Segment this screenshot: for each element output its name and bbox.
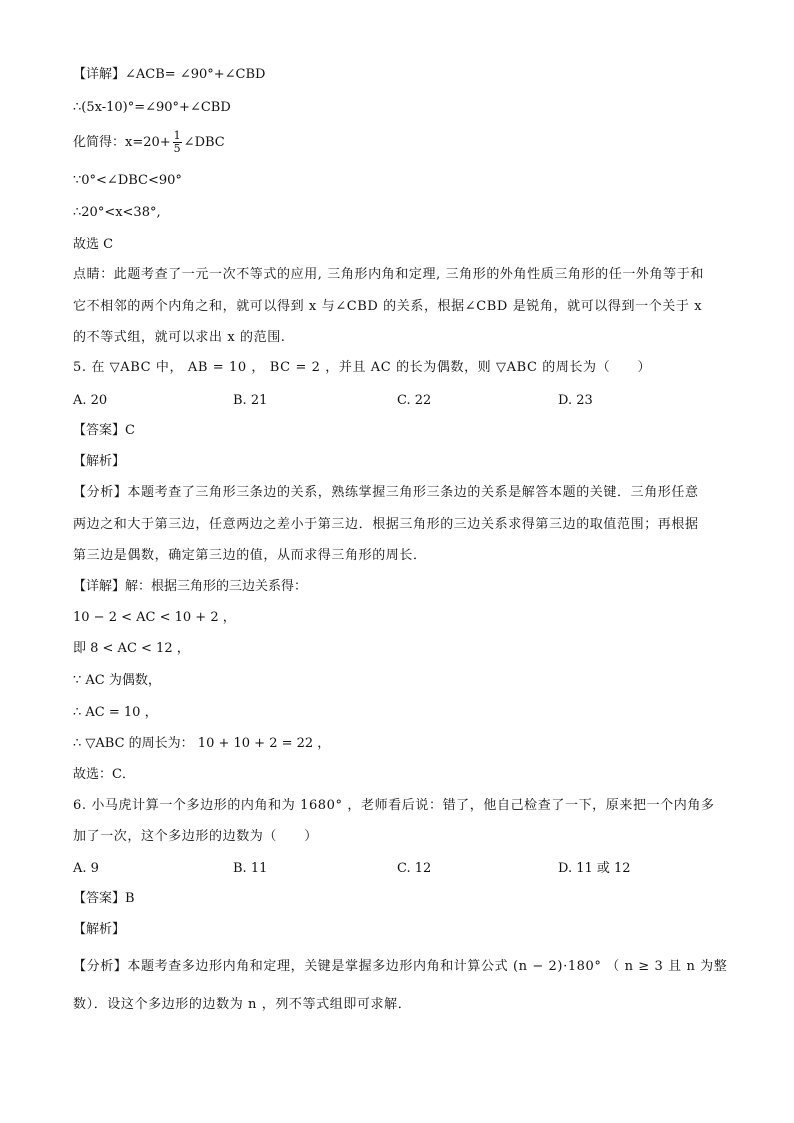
fenxi-tag: 【分析】: [73, 959, 128, 974]
answer-tag: 【答案】: [73, 423, 126, 438]
fenxi-text: 本题考查多边形内角和定理，关键是掌握多边形内角和计算公式 (n − 2)·180° （ n ≥ 3 且 n 为整: [127, 959, 728, 974]
fraction: [173, 130, 182, 155]
q4-range-line: ∴20°<x<38°,: [73, 205, 161, 220]
fraction-denominator: 5: [173, 142, 181, 155]
answer-tag: 【答案】: [73, 891, 126, 906]
q6-answer-line: [73, 890, 135, 908]
q5-step-6: 故选：C．: [73, 767, 135, 782]
q4-detail-line: [73, 66, 265, 84]
q6-option-c: C. 12: [397, 861, 432, 876]
detail-text: 解：根据三角形的三边关系得：: [125, 579, 308, 594]
q5-fenxi-line-1: [73, 484, 699, 502]
q5-step-5: ∴ ▽ABC 的周长为： 10 + 10 + 2 = 22 ，: [73, 736, 331, 751]
answer-value: C: [125, 423, 135, 438]
q4-condition-line: ∵0°<∠DBC<90°: [73, 173, 182, 188]
q4-step-line: ∴(5x-10)°=∠90°+∠CBD: [73, 100, 231, 115]
q6-option-a: A. 9: [73, 861, 99, 876]
simplify-suffix: ∠DBC: [183, 135, 225, 150]
q5-option-c: C. 22: [397, 393, 432, 408]
fenxi-text: 本题考查了三角形三条边的关系，熟练掌握三角形三条边的关系是解答本题的关键．三角形任意: [127, 485, 699, 500]
q5-stem: 5. 在 ▽ABC 中， AB = 10 ， BC = 2 ，并且 AC 的长为偶数，则 ▽ABC 的周长为（ ）: [73, 360, 652, 375]
q6-option-d: D. 11 或 12: [558, 861, 631, 876]
q5-step-2: 即 8 < AC < 12 ，: [73, 641, 190, 656]
q5-step-4: ∴ AC = 10 ，: [73, 705, 158, 720]
q5-step-3: ∵ AC 为偶数，: [73, 673, 161, 688]
q4-note-line-1: 点睛：此题考查了一元一次不等式的应用, 三角形内角和定理, 三角形的外角性质三角形的任一外角等于和: [73, 267, 704, 282]
q6-stem-line-1: 6. 小马虎计算一个多边形的内角和为 1680° ，老师看后说：错了，他自己检查了一下，原来把一个内角多: [73, 798, 715, 813]
q4-choice-line: 故选 C: [73, 237, 114, 252]
answer-value: B: [125, 891, 135, 906]
q5-answer-line: [73, 422, 135, 440]
q6-fenxi-line-1: [73, 958, 727, 976]
q6-analysis-tag: 【解析】: [73, 922, 126, 937]
detail-tag: 【详解】: [73, 67, 126, 82]
q6-stem-line-2: 加了一次，这个多边形的边数为（ ）: [73, 829, 318, 844]
q5-analysis-tag: 【解析】: [73, 454, 126, 469]
q5-fenxi-line-3: 第三边是偶数，确定第三边的值，从而求得三角形的周长．: [73, 548, 427, 563]
fenxi-tag: 【分析】: [73, 485, 128, 500]
detail-text: ∠ACB= ∠90°+∠CBD: [125, 67, 266, 82]
q4-note-line-3: 的不等式组，就可以求出 x 的范围.: [73, 330, 286, 345]
q5-fenxi-line-2: 两边之和大于第三边，任意两边之差小于第三边．根据三角形的三边关系求得第三边的取值范围；再根据: [73, 517, 699, 532]
q5-detail-line: [73, 578, 307, 596]
fraction-numerator: 1: [173, 129, 181, 142]
q5-option-b: B. 21: [233, 393, 268, 408]
detail-tag: 【详解】: [73, 579, 126, 594]
q5-step-1: 10 − 2 < AC < 10 + 2 ，: [73, 610, 236, 625]
q6-fenxi-line-2: 数）．设这个多边形的边数为 n ，列不等式组即可求解．: [73, 997, 412, 1012]
q5-option-a: A. 20: [73, 393, 108, 408]
simplify-prefix: 化简得：x=20+: [73, 135, 171, 150]
q5-option-d: D. 23: [558, 393, 593, 408]
q6-option-b: B. 11: [233, 861, 268, 876]
q4-note-line-2: 它不相邻的两个内角之和，就可以得到 x 与∠CBD 的关系，根据∠CBD 是锐角，就可以得到一个关于 x: [73, 299, 703, 314]
q4-simplify-line: [73, 128, 225, 158]
